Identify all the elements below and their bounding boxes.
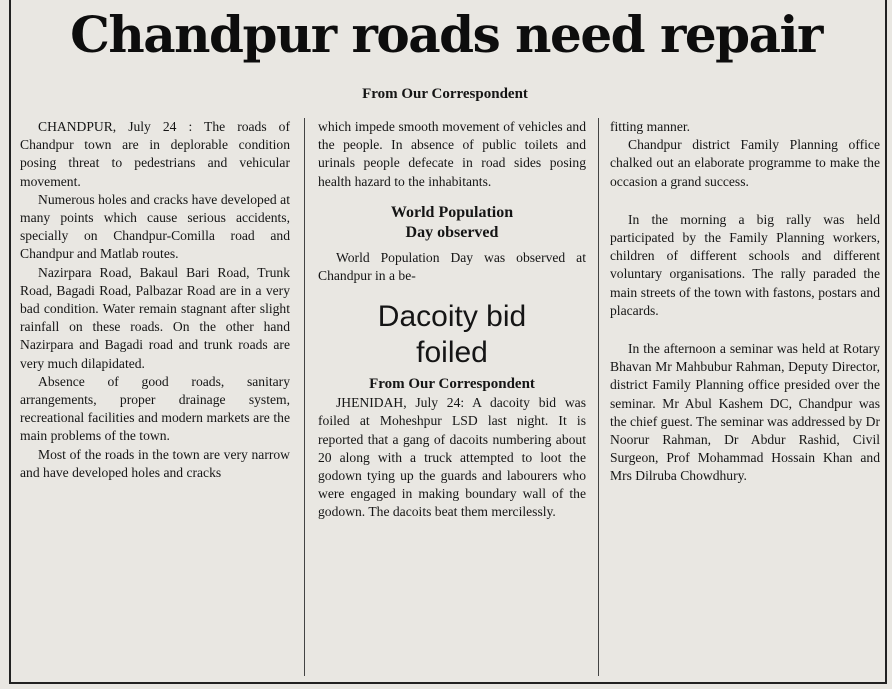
column-2 — [318, 118, 586, 522]
column-1 — [20, 118, 290, 482]
population-story-paragraph-4: In the afternoon a seminar was held at Rotary Bhavan Mr Mahbubur Rahman, Deputy Director, district Family Planning office presided over the seminar. Mr Abul Kashem DC, Chandpur was the chief guest. The seminar was addressed by Dr Noorur Rahman, Dr Abdur Rashid, Civil Surgeon, Prof Mohammad Hossain Khan and Mrs Dilruba Chowdhury. — [610, 341, 880, 484]
population-story-paragraph-1-start: World Population Day was observed at Chandpur in a be- — [318, 249, 586, 284]
dacoity-story-heading-line-1: Dacoity bid — [377, 300, 527, 334]
population-story-paragraph-2: Chandpur district Family Planning office chalked out an elaborate programme to make the occasion a grand success. — [610, 137, 880, 189]
main-story-paragraph-4: Absence of good roads, sanitary arrangements, proper drainage system, recreational facilities and modern markets are the main problems of the town. — [20, 373, 290, 444]
population-story-heading-line-1: World Population — [390, 203, 514, 221]
dacoity-story-heading-line-2: foiled — [416, 336, 488, 370]
population-story-heading-line-2: Day observed — [405, 223, 499, 241]
main-story-paragraph-2: Numerous holes and cracks have developed at many points which cause serious accidents, specially on Chandpur-Comilla road and Chandpur and Matlab routes. — [20, 191, 290, 262]
dacoity-story-byline: From Our Correspondent — [369, 376, 535, 393]
main-story-paragraph-1: CHANDPUR, July 24 : The roads of Chandpur town are in deplorable condition posing threat to pedestrians and vehicular movement. — [20, 119, 290, 189]
headline: Chandpur roads need repair — [70, 5, 822, 64]
main-story-paragraph-6: which impede smooth movement of vehicles and the people. In absence of public toilets and urinals people defecate in road sides posing health hazard to the inhabitants. — [318, 119, 586, 189]
column-3 — [610, 118, 880, 486]
column-rule-2 — [598, 118, 599, 676]
main-story-paragraph-3: Nazirpara Road, Bakaul Bari Road, Trunk Road, Bagadi Road, Palbazar Road are in a very bad condition. Water remain stagnant after slight rainfall on these roads. On the other hand Nazirpara and Bagadi road and trunk roads are very much dilapidated. — [20, 264, 290, 371]
dacoity-story-body: JHENIDAH, July 24: A dacoity bid was foiled at Moheshpur LSD last night. It is reported that a gang of dacoits numbering about 20 along with a truck attempted to loot the godown tying up the guards and labourers who were engaged in making boundary wall of the godown. The dacoits beat them mercilessly. — [318, 395, 586, 520]
main-story-paragraph-5: Most of the roads in the town are very narrow and have developed holes and cracks — [20, 446, 290, 480]
population-story-paragraph-1-end: fitting manner. — [610, 119, 691, 134]
column-rule-1 — [304, 118, 305, 676]
population-story-paragraph-3: In the morning a big rally was held participated by the Family Planning workers, children of different schools and different voluntary organisations. The rally paraded the main streets of the town with fastons, postars and placards. — [610, 211, 880, 318]
main-byline: From Our Correspondent — [362, 86, 528, 102]
